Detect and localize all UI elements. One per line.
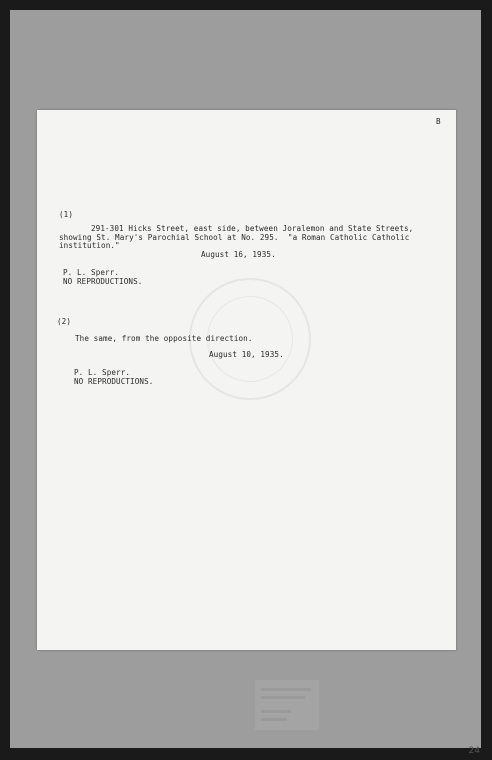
entry-1-date: August 16, 1935. — [201, 250, 276, 259]
entry-1-number: (1) — [59, 210, 74, 219]
entry-2-rights: NO REPRODUCTIONS. — [74, 377, 154, 386]
entry-1-rights: NO REPRODUCTIONS. — [63, 277, 143, 286]
entry-2-number: (2) — [57, 317, 72, 326]
corner-mark: B — [436, 117, 441, 126]
entry-2-description-line-1: The same, from the opposite direction. — [75, 334, 253, 343]
entry-1-description-line-2: showing St. Mary's Parochial School at No. 295. "a Roman Catholic Catholic — [59, 233, 410, 242]
entry-1-description-line-3: institution." — [59, 241, 120, 250]
entry-1-description-line-1: 291-301 Hicks Street, east side, between Joralemon and State Streets, — [91, 224, 414, 233]
page-number: 24 — [468, 746, 480, 756]
document-sheet — [37, 110, 456, 650]
entry-2-photographer: P. L. Sperr. — [74, 368, 131, 377]
entry-2-date: August 10, 1935. — [209, 350, 284, 359]
entry-1-photographer: P. L. Sperr. — [63, 268, 120, 277]
archive-label-sticker — [255, 680, 319, 730]
